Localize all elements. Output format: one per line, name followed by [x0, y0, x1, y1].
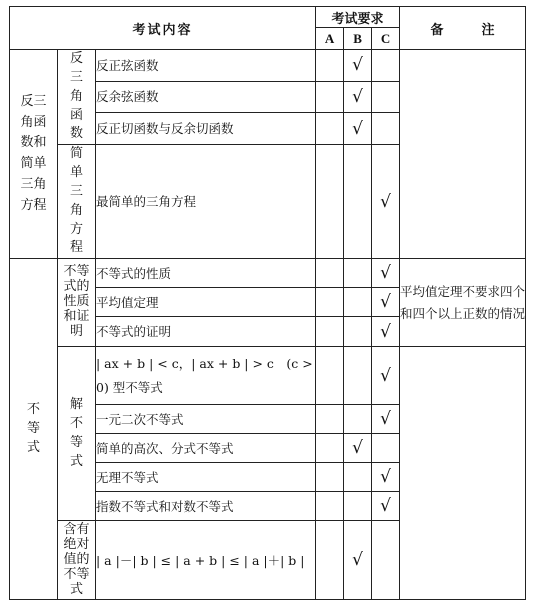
note-empty [400, 50, 526, 259]
category-inequality [10, 259, 58, 600]
mark-c: √ [372, 405, 400, 434]
mark-c [372, 434, 400, 463]
header-row [10, 7, 526, 28]
mark-c [372, 113, 400, 145]
item-cell: 平均值定理 [96, 288, 316, 317]
mark-b [344, 259, 372, 288]
item-cell: 简单的高次、分式不等式 [96, 434, 316, 463]
mark-c: √ [372, 317, 400, 347]
category-label: 不等式 [26, 402, 40, 455]
section-label: 简单三角方程 [69, 146, 83, 256]
exam-requirements-table [9, 6, 526, 600]
mark-b: √ [344, 113, 372, 145]
header-content: 考试内容 [10, 7, 316, 50]
mark-c [372, 81, 400, 113]
mark-b [344, 492, 372, 521]
item-cell: 不等式的性质 [96, 259, 316, 288]
item-cell: 反余弦函数 [96, 81, 316, 113]
item-cell: 反正弦函数 [96, 50, 316, 82]
mark-a [316, 434, 344, 463]
section-solving [58, 347, 96, 521]
mark-a [316, 347, 344, 405]
table-row [10, 259, 526, 288]
mark-a [316, 463, 344, 492]
section-simple-equations [58, 145, 96, 259]
mark-b: √ [344, 50, 372, 82]
mark-a [316, 521, 344, 600]
header-notes-right: 注 [481, 22, 495, 38]
mark-a [316, 81, 344, 113]
mark-b [344, 288, 372, 317]
mark-a [316, 113, 344, 145]
mark-c: √ [372, 288, 400, 317]
category-label: 反三角函数和简单三角方程 [20, 93, 47, 213]
item-cell: 一元二次不等式 [96, 405, 316, 434]
section-label: 解不等式 [69, 397, 83, 469]
mark-a [316, 50, 344, 82]
note-empty [400, 347, 526, 600]
header-notes [400, 7, 526, 50]
mark-b [344, 317, 372, 347]
mark-b: √ [344, 434, 372, 463]
mark-a [316, 259, 344, 288]
mark-b [344, 145, 372, 259]
mark-a [316, 145, 344, 259]
table-row [10, 50, 526, 82]
mark-b [344, 463, 372, 492]
mark-b [344, 347, 372, 405]
mark-a [316, 317, 344, 347]
section-properties-proof [58, 259, 96, 347]
mark-a [316, 405, 344, 434]
item-cell: 无理不等式 [96, 463, 316, 492]
mark-b: √ [344, 81, 372, 113]
mark-b: √ [344, 521, 372, 600]
section-label: 反三角函数 [69, 51, 83, 142]
mark-c: √ [372, 259, 400, 288]
mark-c [372, 50, 400, 82]
item-cell: 不等式的证明 [96, 317, 316, 347]
item-cell: 反正切函数与反余切函数 [96, 113, 316, 145]
level-b-header: B [344, 28, 372, 50]
table-row [10, 347, 526, 405]
mark-c: √ [372, 463, 400, 492]
header-notes-left: 备 [430, 22, 444, 38]
header-requirement: 考试要求 [316, 7, 400, 28]
mark-c [372, 521, 400, 600]
level-c-header: C [372, 28, 400, 50]
section-label: 含有绝对值的不等式 [63, 521, 90, 597]
item-cell: | ax + b | < c，| ax + b | > c (c > 0) 型不等式 [96, 347, 316, 405]
item-cell: 指数不等式和对数不等式 [96, 492, 316, 521]
mark-c: √ [372, 145, 400, 259]
item-cell: 最简单的三角方程 [96, 145, 316, 259]
mark-a [316, 288, 344, 317]
mark-a [316, 492, 344, 521]
section-label: 不等式的性质和证明 [63, 264, 90, 340]
mark-b [344, 405, 372, 434]
level-a-header: A [316, 28, 344, 50]
item-cell: | a |－| b | ≤ | a + b | ≤ | a |＋| b | [96, 521, 316, 600]
section-inverse-functions [58, 50, 96, 145]
category-inverse-trig [10, 50, 58, 259]
mark-c: √ [372, 492, 400, 521]
note-mean-value: 平均值定理不要求四个和四个以上正数的情况 [400, 259, 526, 347]
section-absolute-value [58, 521, 96, 600]
mark-c: √ [372, 347, 400, 405]
